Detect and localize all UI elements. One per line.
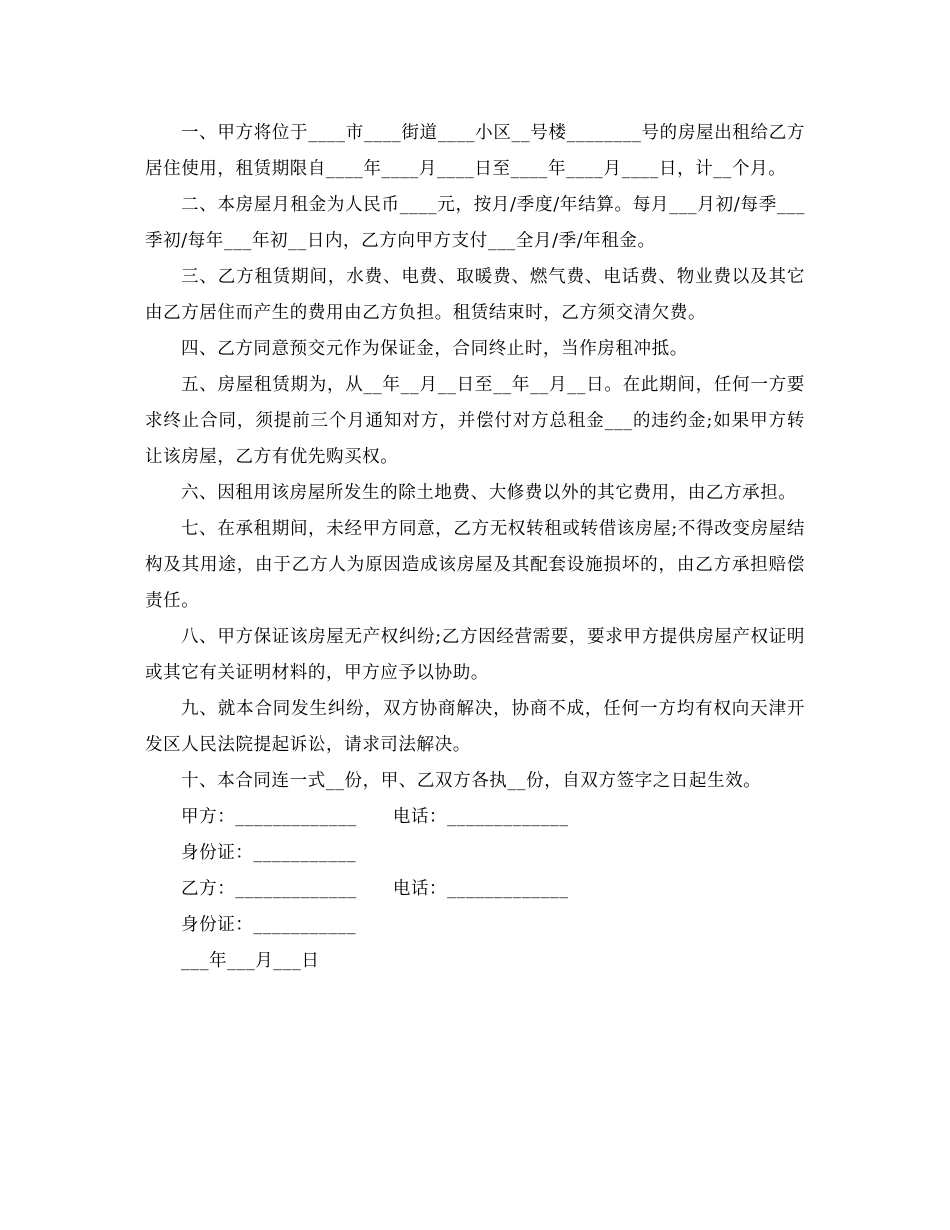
clause-2: 二、本房屋月租金为人民币____元，按月/季度/年结算。每月___月初/每季___季初/每年___年初__日内，乙方向甲方支付___全月/季/年租金。: [145, 195, 805, 251]
party-a-id-field: 身份证：___________: [181, 843, 357, 863]
signature-date: ___年___月___日: [181, 951, 320, 971]
signature-line-party-a-id: [145, 835, 805, 871]
signature-line-party-b: [145, 871, 805, 907]
signature-line-party-b-id: [145, 907, 805, 943]
clause-3: 三、乙方租赁期间，水费、电费、取暖费、燃气费、电话费、物业费以及其它由乙方居住而产生的费用由乙方负担。租赁结束时，乙方须交清欠费。: [145, 267, 805, 323]
clause-1: 一、甲方将位于____市____街道____小区__号楼________号的房屋出租给乙方居住使用，租赁期限自____年____月____日至____年____月____日，计__个月。: [145, 123, 805, 179]
clause-4: 四、乙方同意预交元作为保证金，合同终止时，当作房租冲抵。: [181, 339, 688, 359]
party-a-field: 甲方：_____________: [181, 807, 357, 827]
clause-9: 九、就本合同发生纠纷，双方协商解决，协商不成，任何一方均有权向天津开发区人民法院提起诉讼，请求司法解决。: [145, 699, 805, 755]
clause-6: 六、因租用该房屋所发生的除土地费、大修费以外的其它费用，由乙方承担。: [181, 483, 797, 503]
party-a-phone-field: 电话：_____________: [392, 807, 569, 827]
contract-body: [145, 115, 805, 979]
clause-8: 八、甲方保证该房屋无产权纠纷;乙方因经营需要，要求甲方提供房屋产权证明或其它有关证明材料的，甲方应予以协助。: [145, 627, 805, 683]
clause-5: 五、房屋租赁期为，从__年__月__日至__年__月__日。在此期间，任何一方要求终止合同，须提前三个月通知对方，并偿付对方总租金___的违约金;如果甲方转让该房屋，乙方有优先购买权。: [145, 375, 805, 467]
party-b-id-field: 身份证：___________: [181, 915, 357, 935]
signature-line-party-a: [145, 799, 805, 835]
party-b-phone-field: 电话：_____________: [392, 879, 569, 899]
clause-7: 七、在承租期间，未经甲方同意，乙方无权转租或转借该房屋;不得改变房屋结构及其用途，由于乙方人为原因造成该房屋及其配套设施损坏的，由乙方承担赔偿责任。: [145, 519, 805, 611]
party-b-field: 乙方：_____________: [181, 879, 357, 899]
clause-10: 十、本合同连一式__份，甲、乙双方各执__份，自双方签字之日起生效。: [181, 771, 762, 791]
